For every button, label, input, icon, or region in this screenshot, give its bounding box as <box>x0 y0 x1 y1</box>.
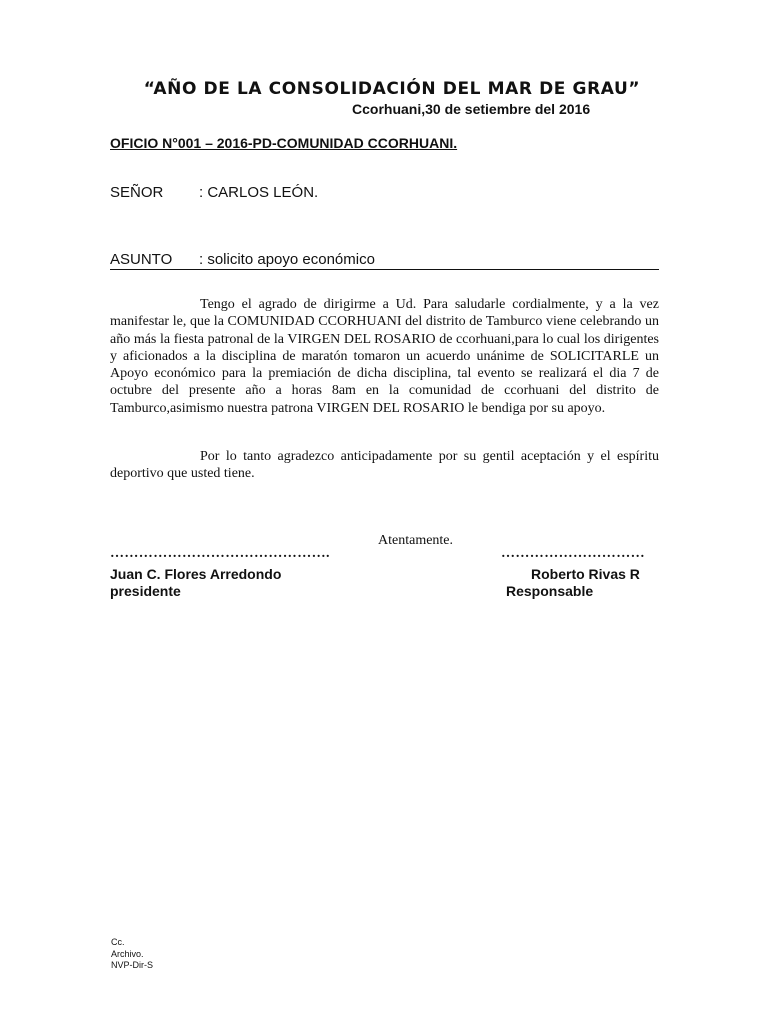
recipient-line <box>110 184 318 201</box>
copy-item: NVP-Dir-S <box>111 960 153 971</box>
subject-label: ASUNTO <box>110 251 173 268</box>
signer-role-left: presidente <box>110 583 181 599</box>
copy-item: Cc. <box>111 937 125 947</box>
signer-name-left: Juan C. Flores Arredondo <box>110 566 282 582</box>
copy-item: Archivo. <box>111 948 144 959</box>
signer-role-right: Responsable <box>506 583 594 599</box>
place-date: Ccorhuani,30 de setiembre del 2016 <box>352 101 591 117</box>
subject-value: : solicito apoyo económico <box>199 251 375 268</box>
document-title: “AÑO DE LA CONSOLIDACIÓN DEL MAR DE GRAU” <box>143 79 641 99</box>
closing-salutation: Atentamente. <box>378 533 454 548</box>
signer-name-right: Roberto Rivas R <box>531 566 640 582</box>
body-paragraph-1: Tengo el agrado de dirigirme a Ud. Para saludarle cordialmente, y a la vez manifestar le, que la COMUNIDAD CCORHUANI del distrito de Tamburco viene celebrando un año más la fiesta patronal de la VIRGEN DEL ROSARIO de ccorhuani,para lo cual los dirigentes y aficionados a la disciplina de maratón tomaron un acuerdo unánime de SOLICITARLE un Apoyo económico para la premiación de dicha disciplina, tal evento se realizará el dia 7 de octubre del presente año a horas 8am en la comunidad de ccorhuani del distrito de Tamburco,asimismo nuestra patrona VIRGEN DEL ROSARIO le bendiga por su apoyo. <box>110 297 659 416</box>
body-paragraph-2: Por lo tanto agradezco anticipadamente por su gentil aceptación y el espíritu deportivo que usted tiene. <box>110 449 659 482</box>
signature-line-right: ………………………… <box>501 546 645 561</box>
recipient-value: : CARLOS LEÓN. <box>199 184 319 201</box>
subject-line <box>110 251 659 270</box>
signature-line-left: ………………………………………. <box>110 546 330 561</box>
reference-number: OFICIO N°001 – 2016-PD-COMUNIDAD CCORHUANI. <box>110 135 458 151</box>
recipient-label: SEÑOR <box>110 184 164 201</box>
copies-list <box>111 937 153 972</box>
